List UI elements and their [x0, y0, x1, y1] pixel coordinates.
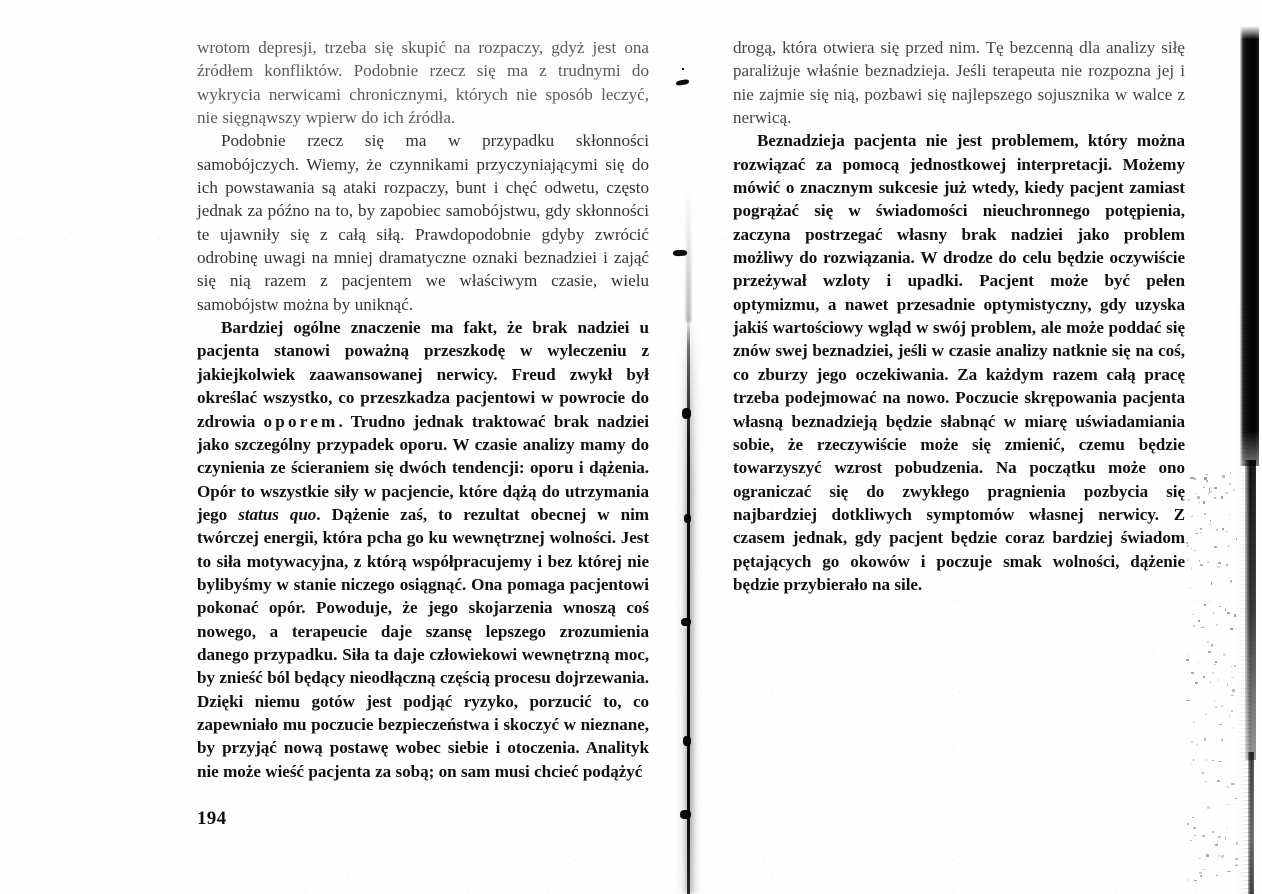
- dust-speck: [1200, 564, 1203, 566]
- dust-speck: [1195, 533, 1198, 534]
- right-paragraph-1-text: drogą, która otwiera się przed nim. Tę bezcenną dla analizy siłę paraliżuje właśnie beznadzieja. Jeśli terapeuta nie rozpozna jej i nie zajmie się nią, pozbawi się najlepszego sojusznika w walce z nerwicą.: [733, 38, 1185, 128]
- dust-speck: [1194, 550, 1196, 552]
- dust-speck: [1193, 477, 1195, 479]
- dust-speck: [1210, 487, 1212, 488]
- dust-speck: [1187, 545, 1189, 547]
- dust-speck: [1216, 529, 1218, 531]
- dust-speck: [1217, 566, 1220, 568]
- dust-speck: [1217, 840, 1219, 841]
- dust-speck: [1211, 582, 1213, 585]
- dust-speck: [1201, 565, 1202, 566]
- dust-speck: [1205, 474, 1208, 475]
- left-paragraph-1-text: wrotom depresji, trzeba się skupić na rozpaczy, gdyż jest ona źródłem konfliktów. Podobnie rzecz się ma z trudnymi do wykrycia nerwicami chronicznymi, których nie sposób leczyć, nie sięgnąwszy wpierw do ich źródła.: [197, 38, 649, 128]
- dust-speck: [1192, 614, 1194, 615]
- dust-speck: [1206, 480, 1208, 482]
- dust-speck: [1202, 869, 1205, 870]
- dust-speck: [1223, 653, 1225, 656]
- dust-speck: [1207, 641, 1209, 643]
- dust-speck: [1193, 827, 1196, 829]
- left-paragraph-3-lead: Bardziej ogólne znaczenie ma fakt, że brak nadziei u pacjenta stanowi poważną przeszkodę w wyleczeniu z jakiejkolwiek zaawansowanej nerwicy. Freud zwykł był określać wszystko, co przeszkadza pacjentowi w powrocie do zdrowia: [197, 318, 649, 431]
- dust-speck: [1200, 875, 1203, 877]
- dust-speck: [1198, 662, 1199, 663]
- dust-speck: [1195, 478, 1197, 480]
- dust-speck: [1187, 700, 1190, 701]
- dust-speck: [1207, 561, 1209, 563]
- dust-speck: [1236, 538, 1238, 540]
- dust-speck: [1230, 628, 1233, 630]
- dust-speck: [1230, 580, 1233, 583]
- dust-speck: [1199, 872, 1202, 875]
- dust-speck: [1214, 664, 1216, 666]
- dust-speck: [1218, 562, 1221, 564]
- dust-speck: [1235, 864, 1237, 866]
- right-paragraph-2: [733, 129, 1185, 596]
- dust-speck: [1225, 609, 1226, 611]
- dust-speck: [1218, 855, 1221, 857]
- dust-speck: [1226, 564, 1228, 566]
- dust-speck: [1214, 700, 1216, 702]
- dust-speck: [1229, 514, 1230, 515]
- left-paragraph-2-text: Podobnie rzecz się ma w przypadku skłonności samobójczych. Wiemy, że czynnikami przyczyniającymi się do ich powstawania są ataki rozpaczy, bunt i chęć odwetu, często jednak za późno na to, by zapobiec samobójstwu, gdy skłonności te ujawniły się z całą siłą. Prawdopodobnie gdyby zwrócić odrobinę uwagi na mniej dramatyczne oznaki beznadziei i zająć się nią razem z pacjentem we właściwym czasie, wielu samobójstw można by uniknąć.: [197, 131, 649, 314]
- right-margin-dust-specks: [1186, 470, 1238, 894]
- dust-speck: [1203, 676, 1205, 678]
- dust-speck: [1200, 532, 1201, 533]
- dust-speck: [1215, 844, 1217, 847]
- dust-speck: [1221, 705, 1223, 707]
- gutter-halo: [676, 318, 702, 894]
- dust-speck: [1186, 659, 1189, 661]
- dust-speck: [1225, 531, 1228, 532]
- dust-speck: [1226, 804, 1229, 805]
- edge-shadow-taper: [1245, 460, 1256, 760]
- dust-speck: [1191, 548, 1193, 549]
- dust-speck: [1193, 625, 1195, 627]
- gutter-ink-blot: [680, 810, 691, 819]
- dust-speck: [1189, 588, 1191, 589]
- right-paragraph-2-text: Beznadzieja pacjenta nie jest problemem, który można rozwiązać za pomocą jednostkowej interpretacji. Możemy mówić o znacznym sukcesie już wtedy, kiedy pacjent zamiast pogrążać się w świadomości nieuchronnego potępienia, zaczyna postrzegać własny brak nadziei jako problem możliwy do rozwiązania. W drodze do celu będzie oczywiście przeżywał wzloty i upadki. Pacjent może być pełen optymizmu, a nawet przesadnie optymistyczny, gdy uzyska jakiś wartościowy wgląd w swój problem, ale może poddać się znów swej beznadziei, jeśli w czasie analizy natknie się na coś, co zburzy jego oczekiwania. Za każdym razem całą pracę trzeba podejmować na nowo. Poczucie skrępowania pacjenta własną beznadzieją będzie słabnąć w miarę uświadamiania sobie, że rzeczywiście może się zmienić, czemu będzie towarzyszyć wzrost pobudzenia. Na początku może ono ograniczać się do zwykłego pragnienia pozbycia się najbardziej dotkliwych symptomów własnej nerwicy. Z czasem jednak, gdy pacjent będzie coraz bardziej świadom pętających go okowów i poczuje smak wolności, dążenie będzie przybierało na sile.: [733, 131, 1185, 594]
- gutter-core-line: [687, 318, 690, 894]
- left-text-column: [197, 36, 649, 783]
- dust-speck: [1190, 477, 1193, 478]
- left-paragraph-3-tail: . Dążenie zaś, to rezultat obecnej w nim twórczej energii, która pcha go ku wewnętrznej wolności. Jest to siła motywacyjna, z którą współpracujemy i bez której nie bylibyśmy w stanie niczego osiągnąć. Ona pomaga pacjentowi pokonać opór. Powoduje, że jego skojarzenia wnoszą coś nowego, a terapeucie daje szansę lepszego zrozumienia danego przypadku. Siła ta daje człowiekowi wewnętrzną moc, by znieść ból będący nieodłączną częścią procesu dojrzewania. Dzięki niemu gotów jest podjąć ryzyko, porzucić to, co zapewniało mu poczucie bezpieczeństwa i skoczyć w nieznane, by przyjąć nową postawę wobec siebie i otoczenia. Analityk nie może wieść pacjenta za sobą; on sam musi chcieć podążyć: [197, 504, 649, 781]
- dust-speck: [1203, 487, 1205, 488]
- dust-speck: [1212, 672, 1215, 674]
- dust-speck: [1212, 760, 1214, 762]
- dust-speck: [1221, 739, 1223, 741]
- dust-speck: [1216, 624, 1219, 627]
- gutter-ink-blot: [682, 408, 691, 419]
- right-edge-binding-shadow: [1236, 0, 1262, 894]
- dust-speck: [1227, 786, 1230, 787]
- dust-speck: [1225, 492, 1228, 493]
- dust-speck: [1225, 837, 1226, 839]
- dust-speck: [1209, 488, 1211, 489]
- dust-speck: [1212, 831, 1214, 833]
- gutter-shadow-upper: [686, 190, 691, 322]
- dust-speck: [1201, 770, 1202, 772]
- margin-ink-speck: [676, 79, 690, 86]
- dust-speck: [1214, 546, 1217, 548]
- dust-speck: [1198, 620, 1200, 623]
- dust-speck: [1195, 682, 1198, 684]
- dust-speck: [1191, 672, 1194, 674]
- dust-speck: [1199, 858, 1201, 859]
- dust-speck: [1190, 840, 1191, 841]
- dust-speck: [1196, 744, 1198, 745]
- gutter-ink-blot: [683, 736, 691, 746]
- gutter-ink-blot: [684, 514, 691, 523]
- italic-emphasis-status-quo: status quo: [238, 504, 317, 524]
- dust-speck: [1210, 528, 1211, 529]
- right-text-column: [733, 36, 1185, 596]
- dust-speck: [1218, 679, 1220, 682]
- dust-speck: [1231, 783, 1234, 785]
- dust-speck: [1191, 741, 1193, 743]
- dust-speck: [1193, 722, 1195, 724]
- dust-speck: [1205, 781, 1207, 782]
- edge-shadow-slab: [1240, 26, 1259, 466]
- dust-speck: [1187, 654, 1189, 655]
- dust-speck: [1216, 875, 1218, 876]
- center-gutter-shadow: [676, 318, 702, 894]
- dust-speck: [1211, 644, 1213, 646]
- dust-speck: [1204, 477, 1207, 480]
- edge-shadow-tail: [1248, 752, 1254, 894]
- dust-speck: [1229, 601, 1230, 602]
- letterspaced-emphasis-oporem: oporem: [263, 411, 339, 431]
- gutter-ink-blot: [681, 618, 691, 626]
- dust-speck: [1219, 606, 1221, 607]
- dust-speck: [1222, 528, 1225, 530]
- dust-speck: [1203, 501, 1205, 503]
- dust-speck: [1210, 682, 1211, 683]
- right-paragraph-1: [733, 36, 1185, 129]
- dust-speck: [1191, 567, 1193, 570]
- dust-speck: [1200, 528, 1202, 531]
- dust-speck: [1208, 492, 1209, 495]
- dust-speck: [1201, 627, 1204, 628]
- dust-speck: [1194, 835, 1196, 837]
- dust-speck: [1227, 683, 1228, 685]
- dust-speck: [1234, 614, 1237, 616]
- edge-shadow-fringe: [1236, 300, 1250, 894]
- dust-speck: [1232, 689, 1235, 691]
- dust-speck: [1221, 855, 1224, 858]
- dust-speck: [1233, 489, 1235, 491]
- page-number: 194: [197, 808, 227, 829]
- dust-speck: [1206, 854, 1208, 857]
- left-paragraph-2: [197, 129, 649, 316]
- left-paragraph-1: [197, 36, 649, 129]
- dust-speck: [1217, 780, 1220, 782]
- left-paragraph-3-middle: . Trudno jednak traktować brak nadziei jako szczególny przypadek oporu. W czasie analizy mamy do czynienia ze ścieraniem się dwóch tendencji: oporu i dążenia. Opór to wszystkie siły w pacjencie, które dążą do utrzymania jego: [197, 411, 649, 524]
- dust-speck: [1187, 823, 1188, 825]
- dust-speck: [1191, 764, 1193, 766]
- dust-speck: [1205, 714, 1207, 715]
- dust-speck: [1219, 761, 1222, 762]
- dust-speck: [1199, 560, 1200, 562]
- dust-speck: [1204, 604, 1206, 606]
- dust-speck: [1202, 772, 1204, 774]
- left-paragraph-3: [197, 316, 649, 783]
- dust-speck: [1188, 879, 1189, 881]
- dust-speck: [1222, 741, 1223, 742]
- dust-speck: [1218, 836, 1221, 838]
- dust-speck: [1214, 487, 1217, 490]
- dust-speck: [1195, 493, 1197, 494]
- dust-speck: [1231, 666, 1232, 668]
- dust-speck: [1230, 472, 1231, 474]
- dust-speck: [1187, 559, 1189, 560]
- dust-speck: [1226, 828, 1228, 829]
- dust-speck: [1229, 483, 1231, 486]
- margin-ink-speck: [673, 250, 687, 257]
- dust-speck: [1227, 871, 1230, 872]
- dust-speck: [1208, 651, 1211, 653]
- dust-speck: [1222, 475, 1225, 478]
- dust-speck: [1204, 738, 1206, 741]
- dust-speck: [1231, 695, 1234, 696]
- dust-speck: [1210, 520, 1212, 523]
- dust-speck: [1202, 836, 1205, 838]
- dust-speck: [1228, 545, 1229, 548]
- dust-speck: [1202, 835, 1205, 836]
- dust-speck: [1207, 806, 1210, 809]
- dust-speck: [1209, 491, 1212, 494]
- dust-speck: [1236, 842, 1239, 845]
- dust-speck: [1198, 502, 1200, 503]
- dust-speck: [1206, 759, 1207, 762]
- dust-speck: [1215, 661, 1217, 663]
- dust-speck: [1192, 817, 1194, 818]
- dust-speck: [1194, 880, 1197, 881]
- dust-speck: [1214, 497, 1216, 499]
- dust-speck: [1231, 710, 1234, 712]
- dust-speck: [1204, 513, 1206, 515]
- dust-speck: [1234, 665, 1236, 667]
- margin-ink-speck: [682, 68, 684, 70]
- dust-speck: [1231, 677, 1234, 678]
- dust-speck: [1215, 707, 1218, 709]
- dust-speck: [1193, 759, 1194, 761]
- dust-speck: [1186, 542, 1188, 544]
- dust-speck: [1197, 496, 1200, 499]
- dust-speck: [1187, 499, 1190, 500]
- dust-speck: [1235, 798, 1237, 799]
- dust-speck: [1229, 715, 1230, 717]
- dust-speck: [1234, 804, 1235, 805]
- dust-speck: [1209, 488, 1210, 490]
- dust-speck: [1235, 858, 1238, 861]
- dust-speck: [1235, 865, 1238, 866]
- dust-speck: [1213, 612, 1215, 614]
- dust-speck: [1230, 580, 1232, 582]
- dust-speck: [1209, 524, 1211, 525]
- dust-speck: [1191, 516, 1194, 517]
- dust-speck: [1209, 601, 1211, 603]
- dust-speck: [1233, 727, 1235, 730]
- dust-speck: [1221, 496, 1223, 498]
- dust-speck: [1227, 612, 1230, 614]
- dust-speck: [1219, 724, 1222, 725]
